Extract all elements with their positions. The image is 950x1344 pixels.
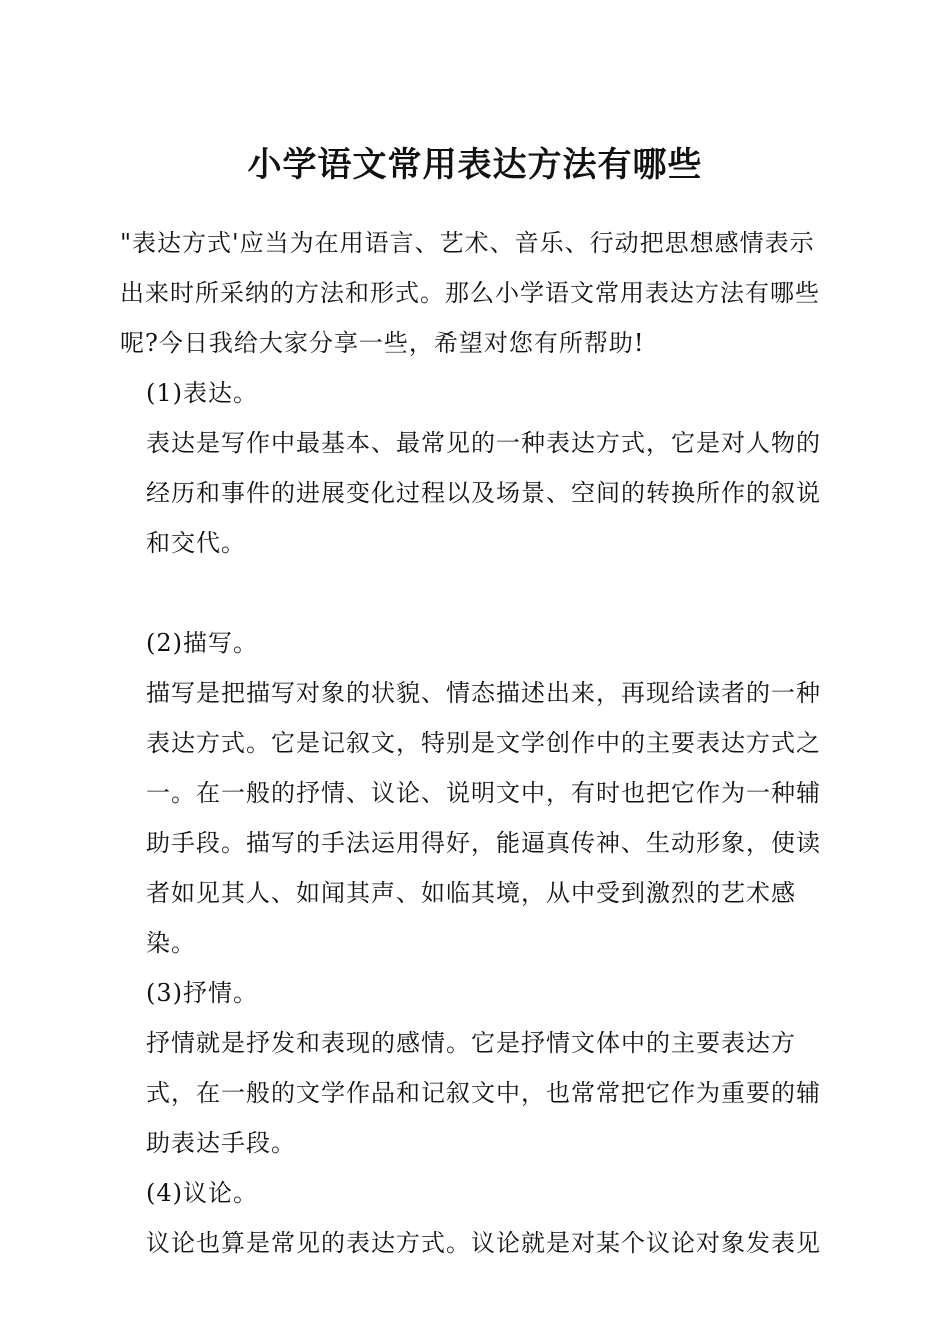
section-heading-lyric: (3)抒情。 — [146, 979, 258, 1007]
document-title: 小学语文常用表达方法有哪些 — [247, 145, 703, 185]
section-heading-argument: (4)议论。 — [146, 1179, 258, 1207]
description-paragraph: 描写是把描写对象的状貌、情态描述出来，再现给读者的一种表达方式。它是记叙文，特别是文学创作中的主要表达方式之一。在一般的抒情、议论、说明文中，有时也把它作为一种辅助手段。描写的手法运用得好，能逼真传神、生动形象，使读者如见其人、如闻其声、如临其境，从中受到激烈的艺术感染。 — [146, 679, 821, 957]
lyric-paragraph: 抒情就是抒发和表现的感情。它是抒情文体中的主要表达方式，在一般的文学作品和记叙文中，也常常把它作为重要的辅助表达手段。 — [146, 1029, 821, 1157]
section-heading-narration: (1)表达。 — [146, 379, 258, 407]
section-heading-description: (2)描写。 — [146, 629, 258, 657]
intro-paragraph: "表达方式'应当为在用语言、艺术、音乐、行动把思想感情表示出来时所采纳的方法和形式。那么小学语文常用表达方法有哪些呢?今日我给大家分享一些，希望对您有所帮助! — [120, 229, 820, 357]
argument-paragraph: 议论也算是常见的表达方式。议论就是对某个议论对象发表见 — [146, 1229, 821, 1257]
narration-paragraph: 表达是写作中最基本、最常见的一种表达方式，它是对人物的经历和事件的进展变化过程以及场景、空间的转换所作的叙说和交代。 — [146, 429, 821, 557]
document-body — [120, 218, 835, 1268]
